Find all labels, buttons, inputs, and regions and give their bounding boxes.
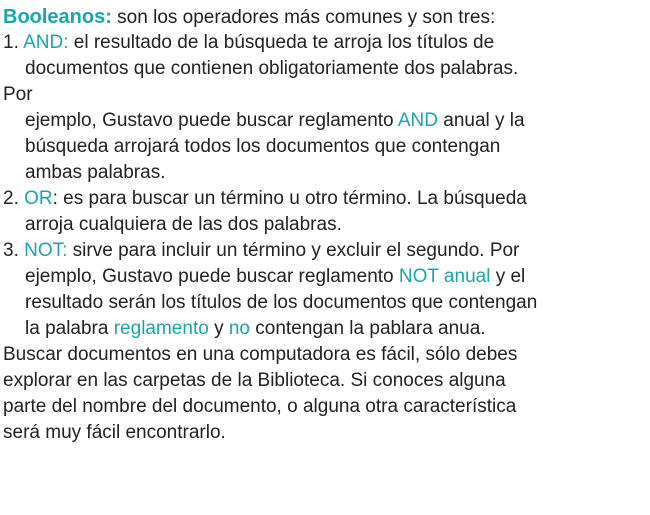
and-text-6: ambas palabras. <box>25 162 166 183</box>
not-word-reglamento: reglamento <box>113 318 209 339</box>
not-text-3: resultado serán los títulos de los documentos que contengan <box>25 292 538 313</box>
not-item-line-1 <box>3 238 648 264</box>
document-body <box>3 4 648 446</box>
and-item-line-2 <box>3 56 648 82</box>
closing-line-3 <box>3 394 648 420</box>
or-text-1: : es para buscar un término u otro término. La búsqueda <box>52 188 527 209</box>
or-item-line-1 <box>3 186 648 212</box>
not-keyword: NOT: <box>24 240 68 261</box>
and-item-line-4 <box>3 108 648 134</box>
intro-line <box>3 4 648 30</box>
not-item-line-3 <box>3 290 648 316</box>
intro-text: son los operadores más comunes y son tres: <box>111 7 496 28</box>
and-text-3: Por <box>3 84 33 105</box>
or-keyword: OR <box>24 188 53 209</box>
and-text-5: búsqueda arrojará todos los documentos que contengan <box>25 136 501 157</box>
closing-line-2 <box>3 368 648 394</box>
not-item-number: 3. <box>3 240 25 261</box>
not-item-line-4 <box>3 316 648 342</box>
not-text-1: sirve para incluir un término y excluir el segundo. Por <box>67 240 520 261</box>
not-text-2b: y el <box>490 266 526 287</box>
and-text-4b: anual y la <box>437 110 525 131</box>
and-text-1: el resultado de la búsqueda te arroja los títulos de <box>68 32 495 53</box>
and-item-line-5 <box>3 134 648 160</box>
and-text-4a: ejemplo, Gustavo puede buscar reglamento <box>25 110 398 131</box>
and-item-line-6 <box>3 160 648 186</box>
closing-text-2: explorar en las carpetas de la Biblioteca. Si conoces alguna <box>3 370 506 391</box>
section-title: Booleanos: <box>3 6 112 28</box>
not-text-2a: ejemplo, Gustavo puede buscar reglamento <box>25 266 399 287</box>
closing-text-3: parte del nombre del documento, o alguna otra característica <box>3 396 517 417</box>
not-example-keyword: NOT anual <box>398 266 491 287</box>
and-item-line-1 <box>3 30 648 56</box>
not-word-no: no <box>228 318 250 339</box>
or-item-number: 2. <box>3 188 25 209</box>
and-text-2: documentos que contienen obligatoriamente dos palabras. <box>25 58 519 79</box>
and-example-keyword: AND <box>397 110 438 131</box>
not-item-line-2 <box>3 264 648 290</box>
or-text-2: arroja cualquiera de las dos palabras. <box>25 214 342 235</box>
and-item-number: 1. <box>3 32 24 53</box>
closing-text-4: será muy fácil encontrarlo. <box>3 422 226 443</box>
not-text-4a: la palabra <box>25 318 114 339</box>
not-text-4mid: y <box>208 318 229 339</box>
not-text-4b: contengan la pablara anua. <box>250 318 486 339</box>
closing-line-1 <box>3 342 648 368</box>
closing-text-1: Buscar documentos en una computadora es fácil, sólo debes <box>3 344 518 365</box>
closing-line-4 <box>3 420 648 446</box>
or-item-line-2 <box>3 212 648 238</box>
and-keyword: AND: <box>23 32 69 53</box>
and-item-line-3 <box>3 82 648 108</box>
